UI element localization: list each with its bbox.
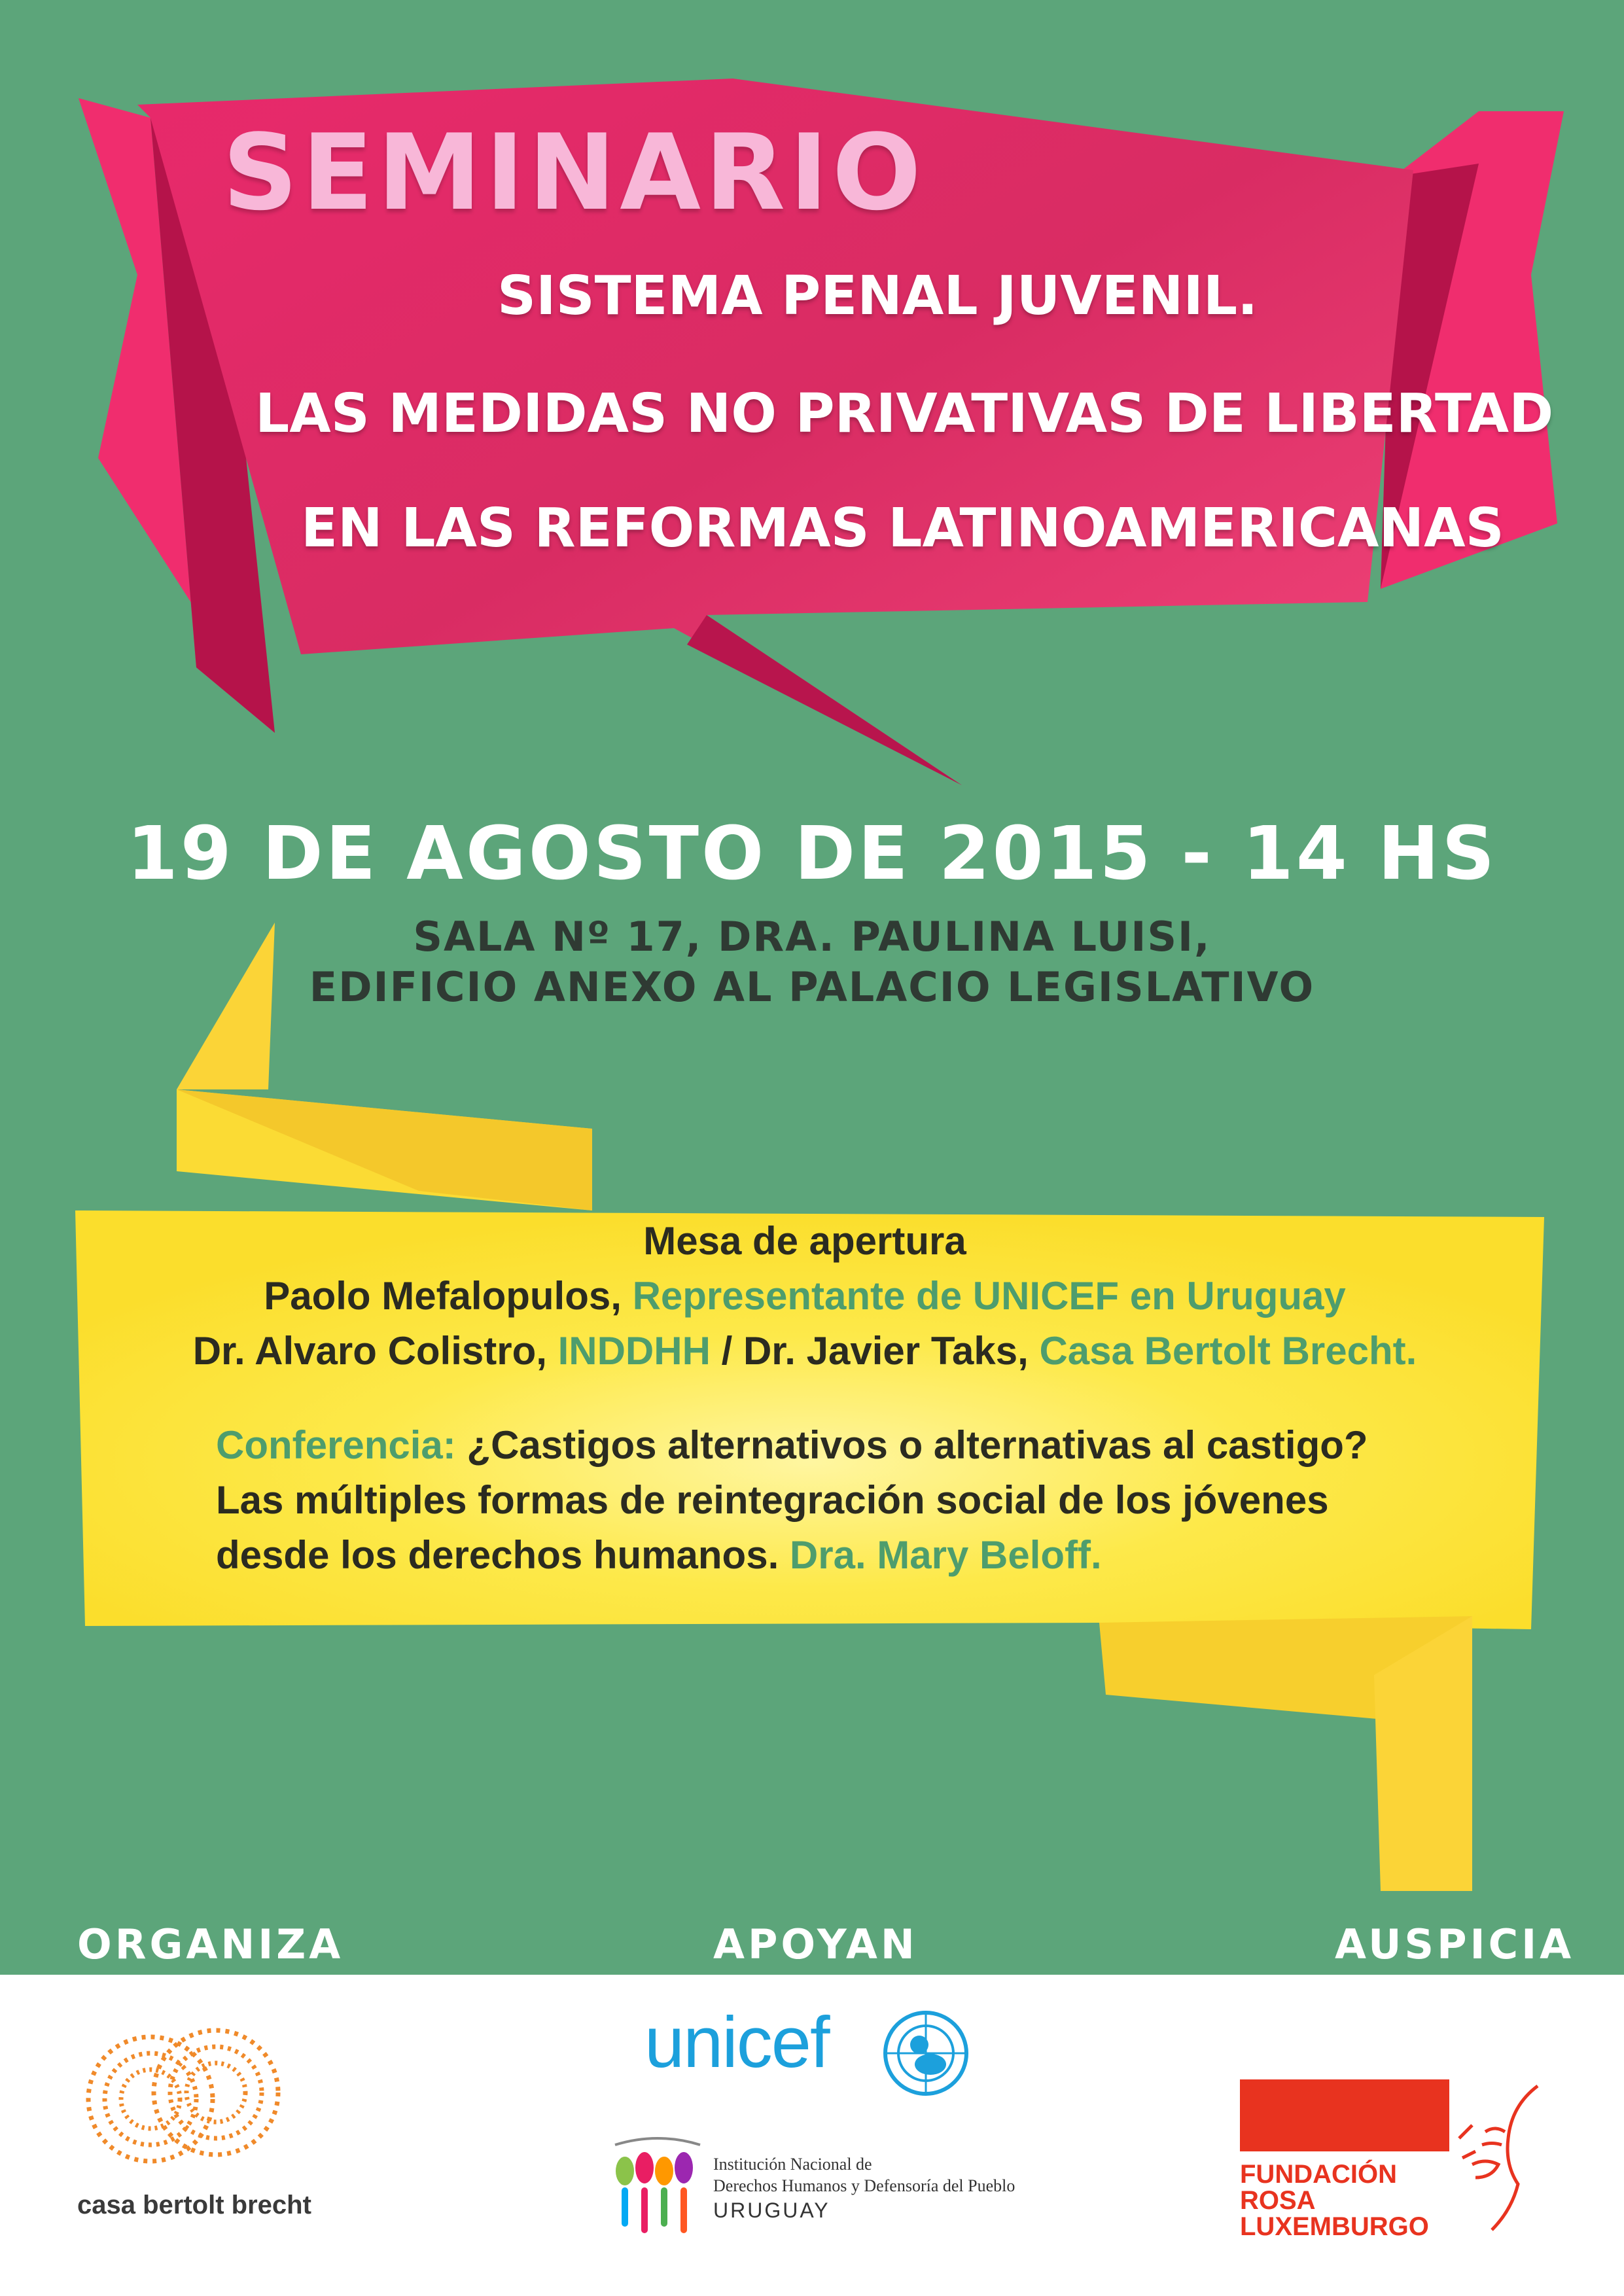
unicef-wordmark: unicef [644, 2002, 829, 2083]
rosa-text-2: ROSA [1240, 2186, 1316, 2215]
speakers-2-3 [85, 1324, 1525, 1379]
speaker-3-org: Casa Bertolt Brecht. [1039, 1329, 1417, 1373]
conference-title-1: ¿Castigos alternativos o alternativas al castigo? [467, 1423, 1368, 1467]
venue-line-2: EDIFICIO ANEXO AL PALACIO LEGISLATIVO [309, 963, 1315, 1011]
conference-speaker: Dra. Mary Beloff. [789, 1533, 1102, 1577]
casa-logo-text: casa bertolt brecht [77, 2191, 311, 2219]
speaker-2-org: INDDHH [557, 1329, 711, 1373]
banner-tail-shadow [687, 615, 962, 785]
program-card [85, 1214, 1525, 1583]
unicef-emblem-icon [877, 2004, 975, 2102]
speaker-separator: / [721, 1329, 733, 1373]
conference-line-1 [85, 1418, 1525, 1473]
organiza-label: ORGANIZA [77, 1920, 344, 1968]
inddhh-text-3: URUGUAY [713, 2199, 830, 2222]
title-line-2: LAS MEDIDAS NO PRIVATIVAS DE LIBERTAD [255, 383, 1554, 445]
conference-title-2: Las múltiples formas de reintegración social de los jóvenes [216, 1478, 1329, 1522]
event-date: 19 DE AGOSTO DE 2015 - 14 HS [126, 811, 1498, 896]
inddhh-text-1: Institución Nacional de [713, 2155, 872, 2174]
opening-title: Mesa de apertura [643, 1219, 966, 1263]
speaker-3-name: Dr. Javier Taks, [743, 1329, 1029, 1373]
speaker-2-name: Dr. Alvaro Colistro, [192, 1329, 547, 1373]
rosa-text-1: FUNDACIÓN [1240, 2160, 1397, 2189]
speaker-1-name: Paolo Mefalopulos, [264, 1274, 622, 1318]
seminario-heading: SEMINARIO [222, 111, 925, 234]
speaker-1 [85, 1269, 1525, 1324]
auspicia-label: AUSPICIA [1335, 1920, 1575, 1968]
rosa-text-3: LUXEMBURGO [1240, 2212, 1429, 2241]
apoyan-label: APOYAN [713, 1920, 918, 1968]
rosa-portrait-icon [1446, 2079, 1557, 2236]
title-line-1: SISTEMA PENAL JUVENIL. [497, 265, 1258, 327]
rosa-red-block [1240, 2079, 1449, 2151]
inddhh-logo-icon [609, 2132, 707, 2243]
conference-label: Conferencia: [216, 1423, 456, 1467]
speaker-1-role: Representante de UNICEF en Uruguay [632, 1274, 1346, 1318]
casa-bertolt-brecht-logo-icon [79, 2021, 288, 2178]
conference-title-3: desde los derechos humanos. [216, 1533, 779, 1577]
venue-line-1: SALA Nº 17, DRA. PAULINA LUISI, [413, 913, 1211, 961]
title-line-3: EN LAS REFORMAS LATINOAMERICANAS [301, 497, 1504, 559]
inddhh-text-2: Derechos Humanos y Defensoría del Pueblo [713, 2176, 1015, 2195]
sponsors-footer [0, 1975, 1624, 2296]
conference-line-3 [85, 1528, 1525, 1583]
